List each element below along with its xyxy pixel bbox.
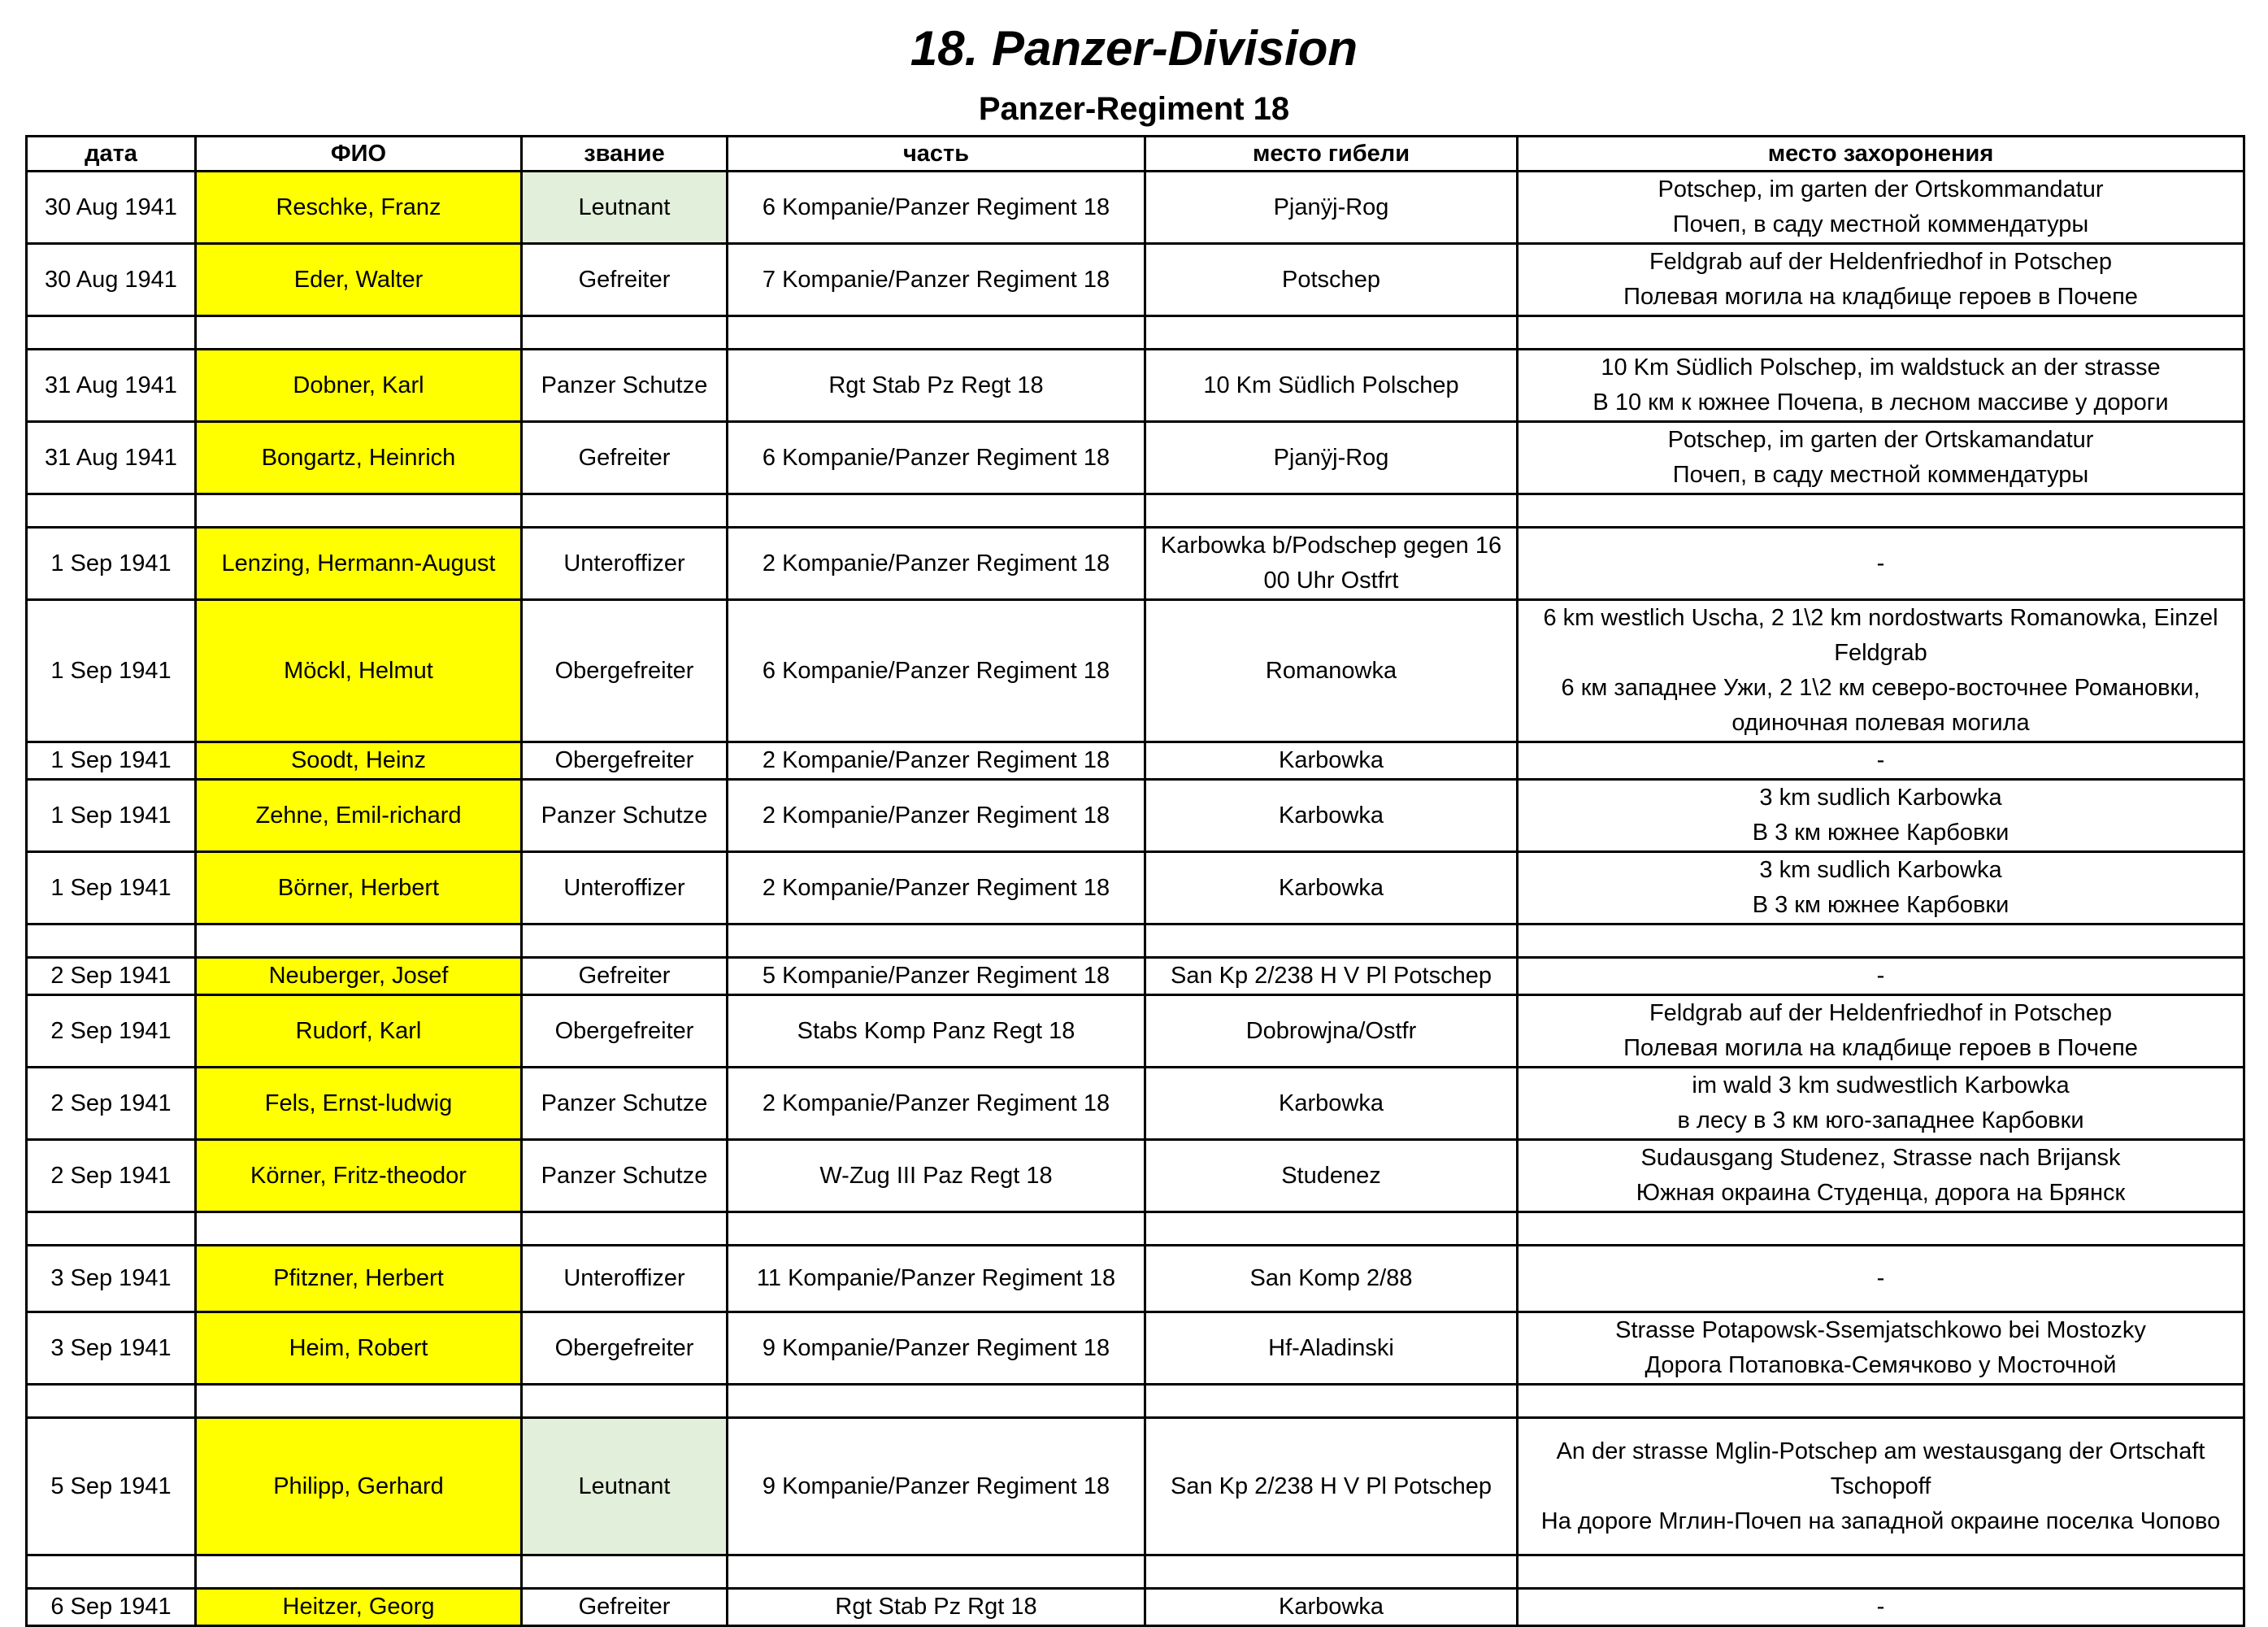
unit-cell: W-Zug III Paz Regt 18 [728,1140,1145,1212]
unit-cell: 2 Kompanie/Panzer Regiment 18 [728,780,1145,852]
column-header-unit: часть [728,137,1145,172]
unit-cell: 7 Kompanie/Panzer Regiment 18 [728,244,1145,316]
death-place-cell: Romanowka [1145,600,1518,742]
burial-place-cell [1518,780,2244,852]
table-row [27,1068,2244,1140]
rank-cell: Unteroffizer [522,528,728,600]
death-place-cell: Karbowka [1145,852,1518,924]
death-place-cell: Dobrowjna/Ostfr [1145,995,1518,1068]
death-place-cell: Pjanÿj-Rog [1145,172,1518,244]
rank-cell: Leutnant [522,172,728,244]
unit-cell: 6 Kompanie/Panzer Regiment 18 [728,600,1145,742]
burial-line-ru: Почеп, в саду местной коммендатуры [1672,462,2089,488]
burial-line-de: Feldgrab auf der Heldenfriedhof in Potschep [1649,249,2113,275]
rank-cell: Obergefreiter [522,600,728,742]
death-place-cell: Karbowka [1145,1068,1518,1140]
burial-line-ru: Полевая могила на кладбище героев в Почепе [1623,1035,2138,1061]
rank-cell: Panzer Schutze [522,780,728,852]
burial-line-de: Potschep, im garten der Ortskamandatur [1667,427,2094,453]
table-row [27,422,2244,494]
burial-line-de: Sudausgang Studenez, Strasse nach Brijansk [1640,1145,2121,1171]
rank-cell: Gefreiter [522,244,728,316]
unit-cell: 2 Kompanie/Panzer Regiment 18 [728,528,1145,600]
burial-line-de: Potschep, im garten der Ortskommandatur [1658,176,2104,202]
date-cell: 30 Aug 1941 [27,244,196,316]
name-cell: Pfitzner, Herbert [196,1246,522,1312]
table-row [27,1312,2244,1385]
rank-cell: Panzer Schutze [522,350,728,422]
death-place-cell: 10 Km Südlich Polschep [1145,350,1518,422]
name-cell: Soodt, Heinz [196,742,522,780]
blank-row [27,1555,2244,1589]
unit-cell: 11 Kompanie/Panzer Regiment 18 [728,1246,1145,1312]
death-place-cell: Karbowka b/Podschep gegen 16 00 Uhr Ostfrt [1145,528,1518,600]
burial-place-cell [1518,1068,2244,1140]
unit-cell: 2 Kompanie/Panzer Regiment 18 [728,852,1145,924]
burial-line-ru: В 3 км южнее Карбовки [1752,820,2009,846]
name-cell: Fels, Ernst-ludwig [196,1068,522,1140]
burial-line-ru: В 3 км южнее Карбовки [1752,892,2009,918]
burial-place-cell: - [1518,1246,2244,1312]
rank-cell: Obergefreiter [522,1312,728,1385]
name-cell: Dobner, Karl [196,350,522,422]
date-cell: 3 Sep 1941 [27,1246,196,1312]
burial-place-cell: - [1518,528,2244,600]
death-place-cell: Karbowka [1145,742,1518,780]
rank-cell: Panzer Schutze [522,1140,728,1212]
blank-row [27,1212,2244,1246]
blank-row [27,1385,2244,1418]
rank-cell: Gefreiter [522,958,728,995]
burial-place-cell [1518,852,2244,924]
burial-place-cell: - [1518,958,2244,995]
unit-cell: Rgt Stab Pz Rgt 18 [728,1589,1145,1626]
death-place-cell: San Kp 2/238 H V Pl Potschep [1145,1418,1518,1555]
page-subtitle: Panzer-Regiment 18 [978,91,1290,127]
table-row [27,350,2244,422]
burial-line-ru: На дороге Мглин-Почеп на западной окраине поселка Чопово [1540,1507,2221,1534]
unit-cell: 5 Kompanie/Panzer Regiment 18 [728,958,1145,995]
unit-cell: 6 Kompanie/Panzer Regiment 18 [728,172,1145,244]
column-header-rank: звание [522,137,728,172]
burial-line-de: 6 km westlich Uscha, 2 1\2 km nordostwarts Romanowka, Einzel Feldgrab [1543,605,2218,666]
name-cell: Neuberger, Josef [196,958,522,995]
death-place-cell: San Komp 2/88 [1145,1246,1518,1312]
unit-cell: Rgt Stab Pz Regt 18 [728,350,1145,422]
table-row [27,742,2244,780]
rank-cell: Obergefreiter [522,742,728,780]
table-row [27,244,2244,316]
burial-place-cell [1518,995,2244,1068]
burial-line-de: 10 Km Südlich Polschep, im waldstuck an der strasse [1601,355,2161,381]
unit-cell: Stabs Komp Panz Regt 18 [728,995,1145,1068]
death-place-cell: Potschep [1145,244,1518,316]
death-place-cell: Pjanÿj-Rog [1145,422,1518,494]
table-row [27,780,2244,852]
column-header-date: дата [27,137,196,172]
burial-line-de: Strasse Potapowsk-Ssemjatschkowo bei Mostozky [1615,1317,2146,1343]
table-row [27,600,2244,742]
name-cell: Börner, Herbert [196,852,522,924]
unit-cell: 2 Kompanie/Panzer Regiment 18 [728,1068,1145,1140]
name-cell: Rudorf, Karl [196,995,522,1068]
table-row [27,1418,2244,1555]
column-header-burial-place: место захоронения [1518,137,2244,172]
burial-place-cell [1518,422,2244,494]
name-cell: Zehne, Emil-richard [196,780,522,852]
name-cell: Lenzing, Hermann-August [196,528,522,600]
name-cell: Körner, Fritz-theodor [196,1140,522,1212]
unit-cell: 2 Kompanie/Panzer Regiment 18 [728,742,1145,780]
date-cell: 1 Sep 1941 [27,780,196,852]
page-title: 18. Panzer-Division [910,21,1358,76]
name-cell: Möckl, Helmut [196,600,522,742]
death-place-cell: Karbowka [1145,1589,1518,1626]
date-cell: 2 Sep 1941 [27,1068,196,1140]
rank-cell: Gefreiter [522,1589,728,1626]
name-cell: Eder, Walter [196,244,522,316]
unit-cell: 6 Kompanie/Panzer Regiment 18 [728,422,1145,494]
burial-place-cell [1518,244,2244,316]
table-row [27,1589,2244,1626]
death-place-cell: Studenez [1145,1140,1518,1212]
unit-cell: 9 Kompanie/Panzer Regiment 18 [728,1312,1145,1385]
table-row [27,1140,2244,1212]
burial-line-ru: в лесу в 3 км юго-западнее Карбовки [1677,1107,2084,1133]
blank-row [27,316,2244,350]
burial-line-ru: Южная окраина Студенца, дорога на Брянск [1636,1180,2126,1206]
burial-place-cell [1518,1418,2244,1555]
name-cell: Heim, Robert [196,1312,522,1385]
burial-line-de: im wald 3 km sudwestlich Karbowka [1692,1072,2070,1098]
table-row [27,1246,2244,1312]
unit-cell: 9 Kompanie/Panzer Regiment 18 [728,1418,1145,1555]
date-cell: 31 Aug 1941 [27,350,196,422]
burial-line-de: Feldgrab auf der Heldenfriedhof in Potschep [1649,1000,2113,1026]
burial-place-cell [1518,1312,2244,1385]
date-cell: 1 Sep 1941 [27,742,196,780]
rank-cell: Unteroffizer [522,852,728,924]
burial-place-cell: - [1518,742,2244,780]
burial-place-cell [1518,350,2244,422]
table-header-row [27,137,2244,172]
burial-line-ru: В 10 км к южнее Почепа, в лесном массиве у дороги [1592,389,2169,415]
death-place-cell: San Kp 2/238 H V Pl Potschep [1145,958,1518,995]
rank-cell: Panzer Schutze [522,1068,728,1140]
date-cell: 2 Sep 1941 [27,1140,196,1212]
date-cell: 31 Aug 1941 [27,422,196,494]
rank-cell: Obergefreiter [522,995,728,1068]
date-cell: 3 Sep 1941 [27,1312,196,1385]
burial-line-ru: Полевая могила на кладбище героев в Почепе [1623,284,2138,310]
burial-place-cell [1518,600,2244,742]
death-place-cell: Hf-Aladinski [1145,1312,1518,1385]
name-cell: Philipp, Gerhard [196,1418,522,1555]
date-cell: 2 Sep 1941 [27,958,196,995]
burial-line-ru: 6 км западнее Ужи, 2 1\2 км северо-восточнее Романовки, одиночная полевая могила [1561,675,2201,736]
death-place-cell: Karbowka [1145,780,1518,852]
burial-line-ru: Почеп, в саду местной коммендатуры [1672,211,2089,237]
rank-cell: Leutnant [522,1418,728,1555]
date-cell: 2 Sep 1941 [27,995,196,1068]
name-cell: Heitzer, Georg [196,1589,522,1626]
table-row [27,995,2244,1068]
date-cell: 30 Aug 1941 [27,172,196,244]
burial-line-de: 3 km sudlich Karbowka [1759,785,2002,811]
name-cell: Bongartz, Heinrich [196,422,522,494]
date-cell: 1 Sep 1941 [27,852,196,924]
date-cell: 1 Sep 1941 [27,600,196,742]
blank-row [27,924,2244,958]
burial-place-cell [1518,172,2244,244]
name-cell: Reschke, Franz [196,172,522,244]
rank-cell: Gefreiter [522,422,728,494]
blank-row [27,494,2244,528]
burial-line-de: 3 km sudlich Karbowka [1759,857,2002,883]
burial-place-cell [1518,1140,2244,1212]
table-row [27,852,2244,924]
burial-place-cell: - [1518,1589,2244,1626]
column-header-name: ФИО [196,137,522,172]
table-row [27,172,2244,244]
date-cell: 5 Sep 1941 [27,1418,196,1555]
burial-line-de: An der strasse Mglin-Potschep am westausgang der Ortschaft Tschopoff [1556,1438,2205,1499]
date-cell: 6 Sep 1941 [27,1589,196,1626]
casualty-table [25,135,2245,1627]
table-row [27,958,2244,995]
date-cell: 1 Sep 1941 [27,528,196,600]
table-row [27,528,2244,600]
rank-cell: Unteroffizer [522,1246,728,1312]
column-header-death-place: место гибели [1145,137,1518,172]
burial-line-ru: Дорога Потаповка-Семячково у Мосточной [1645,1352,2117,1378]
